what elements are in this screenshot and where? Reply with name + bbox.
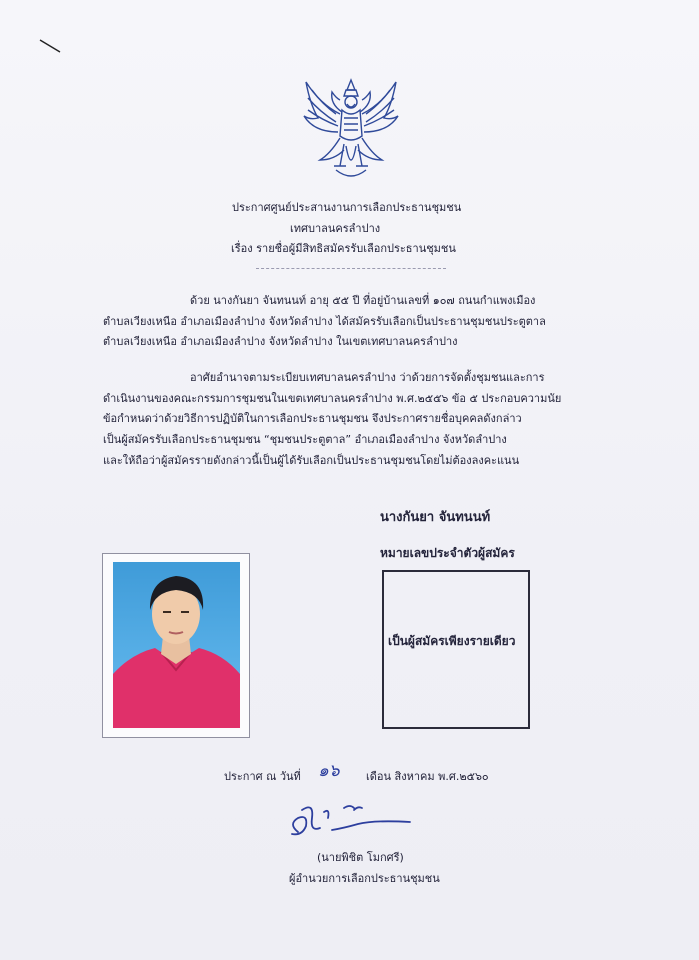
header-divider [256,268,446,269]
announce-day-handwritten: ๑๖ [318,761,340,781]
signer-name: (นายพิชิต โมกศรี) [317,851,404,864]
municipality-name: เทศบาลนครลำปาง [290,222,381,235]
signer-title: ผู้อำนวยการเลือกประธานชุมชน [289,872,440,885]
handwritten-signature [284,798,414,846]
sole-candidate-text: เป็นผู้สมัครเพียงรายเดียว [388,634,516,648]
candidate-photo [113,562,240,728]
candidate-number-label: หมายเลขประจำตัวผู้สมัคร [380,546,515,560]
paragraph2-line3: ข้อกำหนดว่าด้วยวิธีการปฏิบัติในการเลือกประธานชุมชน จึงประกาศรายชื่อบุคคลดังกล่าว [103,412,522,425]
paragraph2-line4: เป็นผู้สมัครรับเลือกประธานชุมชน “ชุมชนประตูตาล” อำเภอเมืองลำปาง จังหวัดลำปาง [103,433,507,446]
candidate-name: นางกันยา จันทนนท์ [380,510,491,525]
paragraph1-line2: ตำบลเวียงเหนือ อำเภอเมืองลำปาง จังหวัดลำปาง ได้สมัครรับเลือกเป็นประธานชุมชนประตูตาล [103,315,546,328]
pen-mark [38,38,62,54]
paragraph2-line2: ดำเนินงานของคณะกรรมการชุมชนในเขตเทศบาลนครลำปาง พ.ศ.๒๕๕๖ ข้อ ๕ ประกอบความนัย [103,392,562,405]
paragraph2-line5: และให้ถือว่าผู้สมัครรายดังกล่าวนี้เป็นผู้ได้รับเลือกเป็นประธานชุมชนโดยไม่ต้องลงคะแนน [103,454,520,467]
announce-date-prefix: ประกาศ ณ วันที่ [224,770,301,783]
paragraph2-line1: อาศัยอำนาจตามระเบียบเทศบาลนครลำปาง ว่าด้วยการจัดตั้งชุมชนและการ [190,371,545,384]
announcement-header-line1: ประกาศศูนย์ประสานงานการเลือกประธานชุมชน [232,201,462,214]
paragraph1-line1: ด้วย นางกันยา จันทนนท์ อายุ ๕๕ ปี ที่อยู่บ้านเลขที่ ๑๐๗ ถนนกำแพงเมือง [190,294,536,307]
candidate-number-box [382,570,530,729]
paragraph1-line3: ตำบลเวียงเหนือ อำเภอเมืองลำปาง จังหวัดลำปาง ในเขตเทศบาลนครลำปาง [103,335,458,348]
subject-line: เรื่อง รายชื่อผู้มีสิทธิสมัครรับเลือกประธานชุมชน [231,242,456,255]
candidate-portrait-icon [113,562,240,728]
garuda-emblem-icon [300,74,402,186]
announce-date-suffix: เดือน สิงหาคม พ.ศ.๒๕๖๐ [366,770,489,783]
